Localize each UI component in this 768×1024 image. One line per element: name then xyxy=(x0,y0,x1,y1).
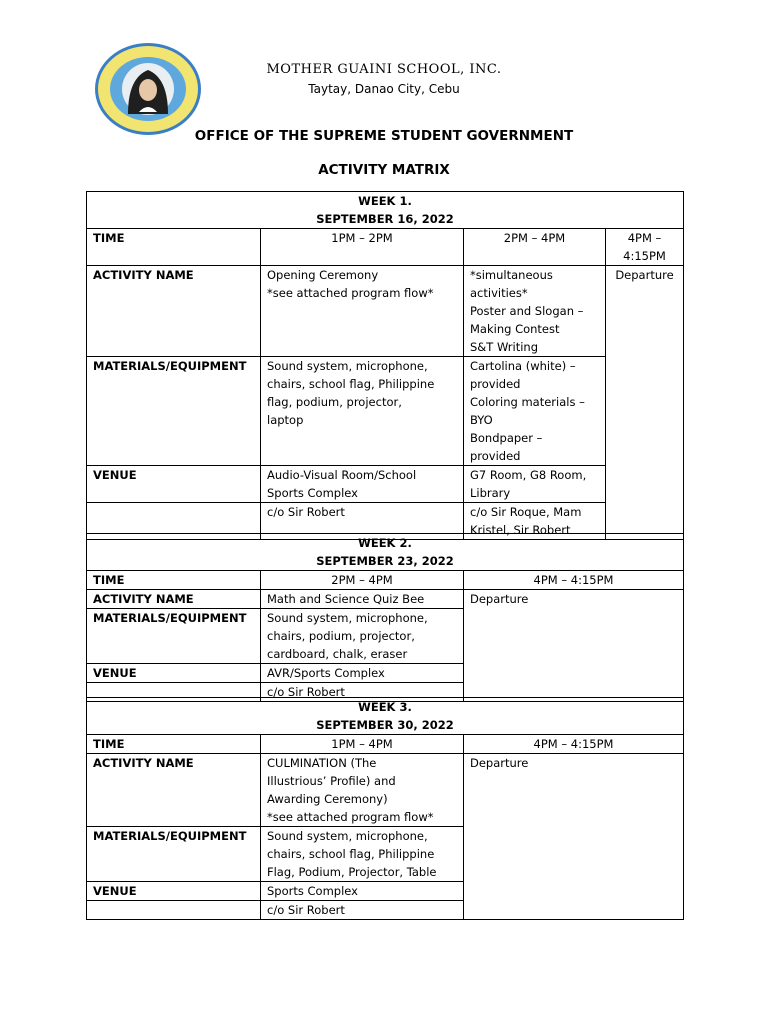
week3-header xyxy=(87,698,684,735)
cell-line: BYO xyxy=(470,413,493,427)
cell-line: Kristel, Sir Robert xyxy=(470,523,571,537)
materials-cell xyxy=(261,827,464,882)
time-slot xyxy=(606,229,684,266)
materials-label: MATERIALS/EQUIPMENT xyxy=(87,827,261,882)
time-slot: 2PM – 4PM xyxy=(261,571,464,590)
activity-cell xyxy=(261,266,464,357)
activity-cell: Math and Science Quiz Bee xyxy=(261,590,464,609)
school-address: Taytay, Danao City, Cebu xyxy=(308,82,460,96)
activity-label: ACTIVITY NAME xyxy=(87,590,261,609)
cell-line: CULMINATION (The xyxy=(267,756,377,770)
cell-line: laptop xyxy=(267,413,304,427)
week3-table xyxy=(86,697,683,920)
venue-cell: AVR/Sports Complex xyxy=(261,664,464,683)
cell-line: Bondpaper – xyxy=(470,431,543,445)
activity-cell xyxy=(464,266,606,357)
week2-header xyxy=(87,534,684,571)
cell-line: Library xyxy=(470,486,511,500)
school-name: MOTHER GUAINI SCHOOL, INC. xyxy=(266,62,502,77)
time-slot: 4PM – 4:15PM xyxy=(464,735,684,754)
time-slot-line: 4PM – xyxy=(627,231,662,245)
week1-header xyxy=(87,192,684,229)
time-label: TIME xyxy=(87,229,261,266)
cell-line: Illustrious’ Profile) and xyxy=(267,774,396,788)
materials-label: MATERIALS/EQUIPMENT xyxy=(87,609,261,664)
activity-cell xyxy=(261,754,464,827)
cell-line: provided xyxy=(470,449,521,463)
cell-line: Awarding Ceremony) xyxy=(267,792,388,806)
materials-cell xyxy=(261,609,464,664)
in-charge-cell: c/o Sir Robert xyxy=(261,503,464,540)
cell-line: Poster and Slogan – xyxy=(470,304,584,318)
document-title: ACTIVITY MATRIX xyxy=(318,162,450,178)
cell-line: Flag, Podium, Projector, Table xyxy=(267,865,437,879)
venue-cell: Sports Complex xyxy=(261,882,464,901)
materials-label: MATERIALS/EQUIPMENT xyxy=(87,357,261,466)
cell-line: S&T Writing xyxy=(470,340,539,354)
week2-date: SEPTEMBER 23, 2022 xyxy=(316,554,454,568)
cell-line: *see attached program flow* xyxy=(267,286,434,300)
time-slot: 1PM – 2PM xyxy=(261,229,464,266)
cell-line: activities* xyxy=(470,286,528,300)
cell-line: Sound system, microphone, xyxy=(267,611,428,625)
venue-cell xyxy=(261,466,464,503)
materials-cell xyxy=(261,357,464,466)
cell-line: chairs, school flag, Philippine xyxy=(267,847,435,861)
week1-date: SEPTEMBER 16, 2022 xyxy=(316,212,454,226)
departure-cell: Departure xyxy=(606,266,684,540)
venue-cell xyxy=(464,466,606,503)
venue-label: VENUE xyxy=(87,882,261,901)
week2-label: WEEK 2. xyxy=(358,536,412,550)
cell-line: flag, podium, projector, xyxy=(267,395,402,409)
time-slot: 2PM – 4PM xyxy=(464,229,606,266)
cell-line: Audio-Visual Room/School xyxy=(267,468,417,482)
week1-label: WEEK 1. xyxy=(358,194,412,208)
cell-line: *see attached program flow* xyxy=(267,810,434,824)
in-charge-cell: c/o Sir Robert xyxy=(261,901,464,920)
materials-cell xyxy=(464,357,606,466)
activity-label: ACTIVITY NAME xyxy=(87,754,261,827)
cell-line: G7 Room, G8 Room, xyxy=(470,468,587,482)
cell-line: Opening Ceremony xyxy=(267,268,379,282)
in-charge-cell: c/o Sir Robert xyxy=(261,683,464,702)
venue-label: VENUE xyxy=(87,466,261,503)
time-label: TIME xyxy=(87,735,261,754)
venue-label: VENUE xyxy=(87,664,261,683)
cell-line: c/o Sir Roque, Mam xyxy=(470,505,582,519)
cell-line: Making Contest xyxy=(470,322,560,336)
time-label: TIME xyxy=(87,571,261,590)
time-slot-line: 4:15PM xyxy=(623,249,666,263)
cell-line: *simultaneous xyxy=(470,268,553,282)
time-slot: 1PM – 4PM xyxy=(261,735,464,754)
cell-line: chairs, podium, projector, xyxy=(267,629,415,643)
cell-line: Sports Complex xyxy=(267,486,358,500)
office-title: OFFICE OF THE SUPREME STUDENT GOVERNMENT xyxy=(194,128,574,144)
cell-line: provided xyxy=(470,377,521,391)
activity-label: ACTIVITY NAME xyxy=(87,266,261,357)
week2-table xyxy=(86,533,683,702)
time-slot: 4PM – 4:15PM xyxy=(464,571,684,590)
cell-line: cardboard, chalk, eraser xyxy=(267,647,408,661)
departure-cell: Departure xyxy=(464,590,684,702)
week1-table xyxy=(86,191,683,540)
week3-date: SEPTEMBER 30, 2022 xyxy=(316,718,454,732)
cell-line: Sound system, microphone, xyxy=(267,359,428,373)
week3-label: WEEK 3. xyxy=(358,700,412,714)
empty-cell xyxy=(87,901,261,920)
cell-line: Sound system, microphone, xyxy=(267,829,428,843)
cell-line: chairs, school flag, Philippine xyxy=(267,377,435,391)
cell-line: Coloring materials – xyxy=(470,395,585,409)
cell-line: Cartolina (white) – xyxy=(470,359,576,373)
departure-cell: Departure xyxy=(464,754,684,920)
